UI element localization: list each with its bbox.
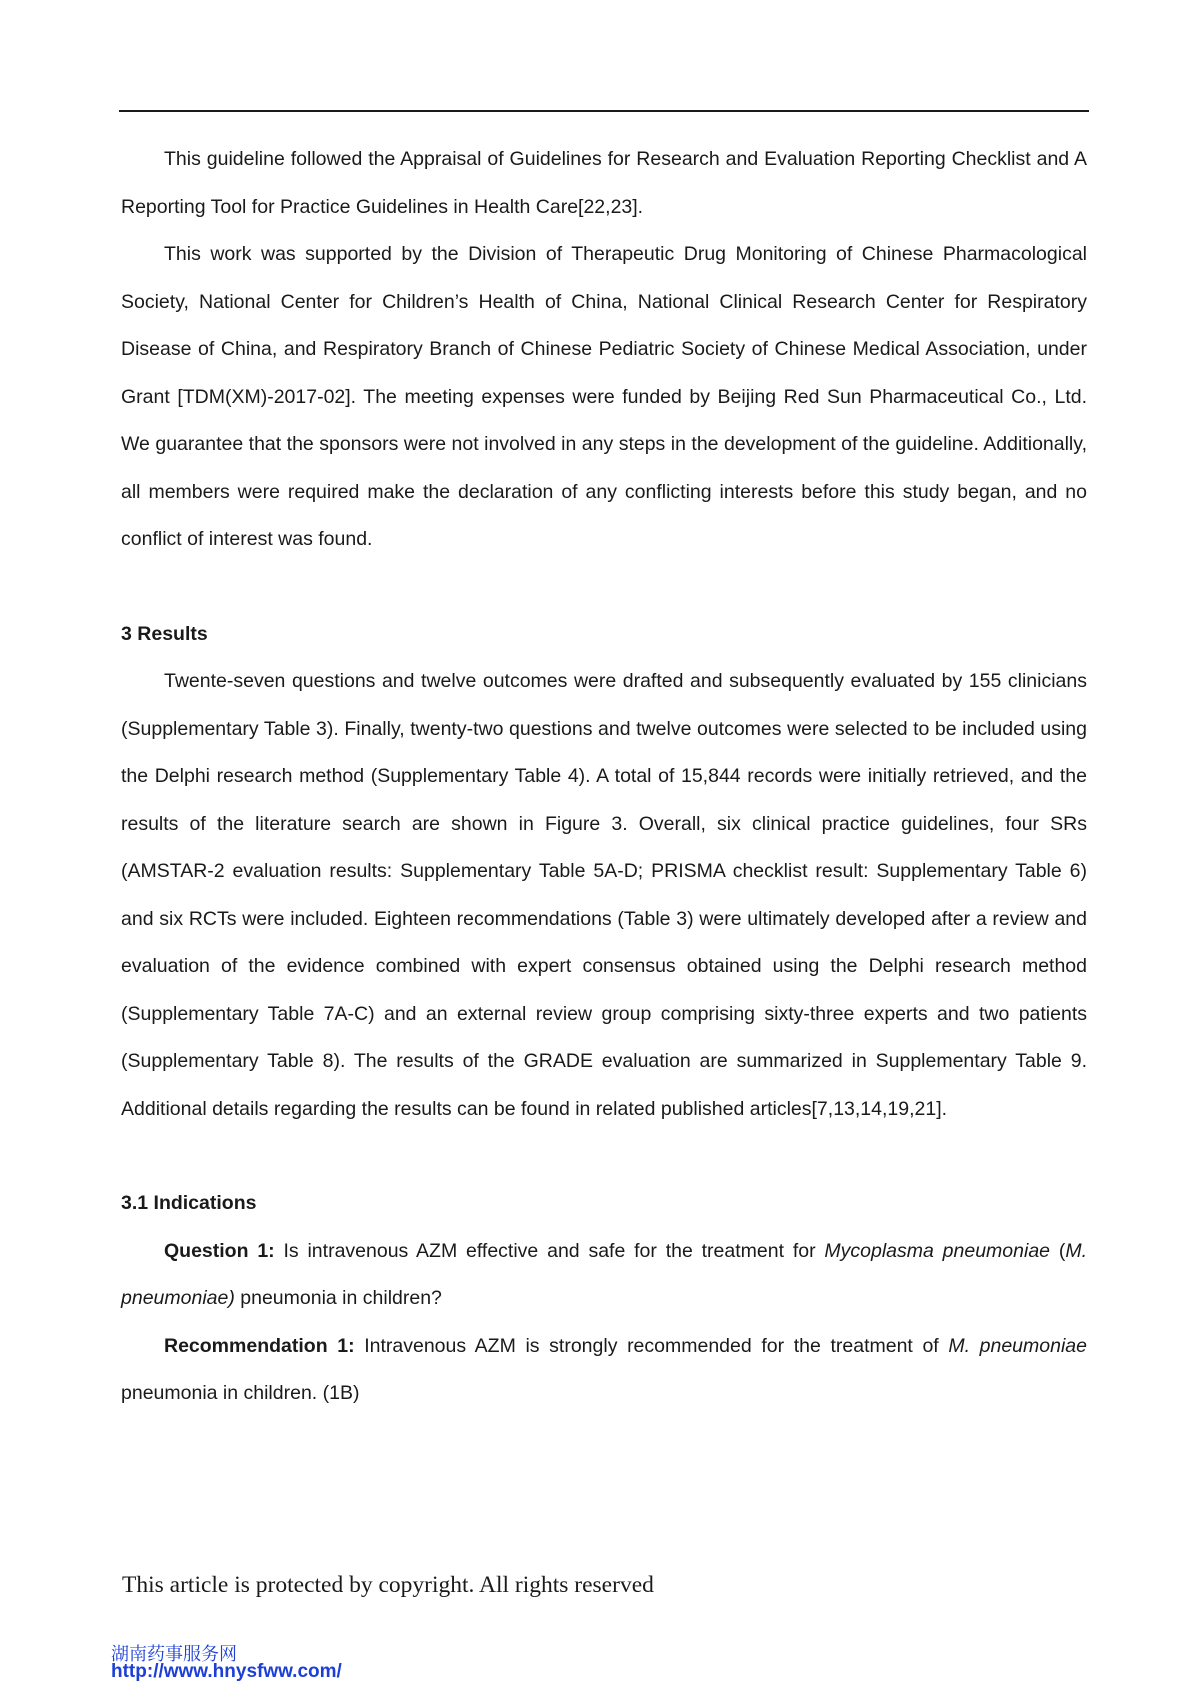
question-text: pneumonia in children?: [234, 1287, 442, 1309]
recommendation-label: Recommendation 1:: [164, 1334, 355, 1357]
results-paragraph: Twente-seven questions and twelve outcomes were drafted and subsequently evaluated by 155 clinicians (Supplementary Table 3). Finally, twenty-two questions and twelve outcomes were selected to be included using the Delphi research method (Supplementary Table 4). A total of 15,844 records were initially retrieved, and the results of the literature search are shown in Figure 3. Overall, six clinical practice guidelines, four SRs (AMSTAR-2 evaluation results: Supplementary Table 5A-D; PRISMA checklist result: Supplementary Table 6) and six RCTs were included. Eighteen recommendations (Table 3) were ultimately developed after a review and evaluation of the evidence combined with expert consensus obtained using the Delphi research method (Supplementary Table 7A-C) and an external review group comprising sixty-three experts and two patients (Supplementary Table 8). The results of the GRADE evaluation are summarized in Supplementary Table 9. Additional details regarding the results can be found in related published articles[7,13,14,19,21].: [121, 670, 1087, 1120]
section-gap: [121, 564, 1087, 611]
question-label: Question 1:: [164, 1239, 275, 1262]
header-rule: [119, 110, 1089, 112]
funding-paragraph: This work was supported by the Division of Therapeutic Drug Monitoring of Chinese Pharmacological Society, National Center for Children’s Health of China, National Clinical Research Center for Respiratory Disease of China, and Respiratory Branch of Chinese Pediatric Society of Chinese Medical Association, under Grant [TDM(XM)-2017-02]. The meeting expenses were funded by Beijing Red Sun Pharmaceutical Co., Ltd. We guarantee that the sponsors were not involved in any steps in the development of the guideline. Additionally, all members were required make the declaration of any conflicting interests before this study began, and no conflict of interest was found.: [121, 243, 1087, 550]
question-organism-abbrev: M. pneumoniae): [121, 1239, 1087, 1309]
recommendation-text: Intravenous AZM is strongly recommended for the treatment of: [354, 1334, 949, 1357]
page-body: [121, 136, 1087, 1418]
recommendation-organism: M. pneumoniae: [948, 1334, 1087, 1357]
copyright-notice: This article is protected by copyright. All rights reserved: [122, 1572, 654, 1598]
recommendation-1: [121, 1323, 1087, 1418]
methods-paragraph-1: This guideline followed the Appraisal of Guidelines for Research and Evaluation Reporting Checklist and A Reporting Tool for Practice Guidelines in Health Care[22,23].: [121, 148, 1087, 218]
indications-heading: 3.1 Indications: [121, 1192, 257, 1214]
question-organism: Mycoplasma pneumoniae: [824, 1239, 1051, 1262]
recommendation-text: pneumonia in children. (1B): [121, 1382, 360, 1404]
results-heading: 3 Results: [121, 622, 208, 645]
watermark-site-name: 湖南药事服务网: [111, 1644, 237, 1665]
question-text: (: [1050, 1239, 1066, 1262]
section-gap: [121, 1133, 1087, 1180]
watermark-url-link[interactable]: http://www.hnysfww.com/: [111, 1661, 342, 1682]
question-text: Is intravenous AZM effective and safe for the treatment for: [274, 1239, 825, 1262]
question-1: [121, 1228, 1087, 1323]
